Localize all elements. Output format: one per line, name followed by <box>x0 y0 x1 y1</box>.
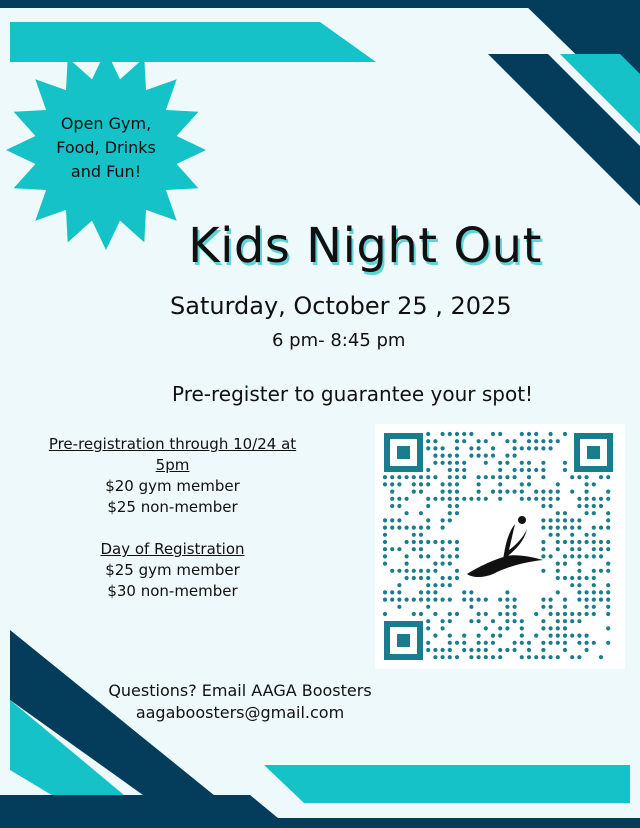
questions-text: Questions? Email AAGA Boosters <box>108 681 372 700</box>
top-navy-strip <box>0 0 640 8</box>
starburst-line-1: Open Gym, <box>60 114 152 133</box>
prereg-heading: Pre-registration through 10/24 at 5pm <box>48 435 297 474</box>
prereg-member-price: $20 gym member <box>105 477 240 495</box>
day-member-price: $25 gym member <box>105 561 240 579</box>
prereg-nonmember-price: $25 non-member <box>107 498 238 516</box>
starburst-line-2: Food, Drinks <box>56 138 156 157</box>
preregister-callout: Pre-register to guarantee your spot! <box>172 382 534 406</box>
event-date: Saturday, October 25 , 2025 <box>170 292 512 320</box>
event-title: Kids Night Out <box>188 218 542 274</box>
contact-email[interactable]: aagaboosters@gmail.com <box>135 703 345 722</box>
bottom-teal-bar <box>264 765 630 803</box>
event-time: 6 pm- 8:45 pm <box>272 330 406 351</box>
starburst-line-3: and Fun! <box>70 162 142 181</box>
contact-block <box>60 680 420 724</box>
day-of-heading: Day of Registration <box>100 540 245 558</box>
starburst-text <box>36 112 176 184</box>
day-nonmember-price: $30 non-member <box>107 582 238 600</box>
top-teal-bar <box>10 22 376 62</box>
qr-code[interactable] <box>375 424 625 669</box>
pricing-block <box>30 434 315 602</box>
bottom-navy-wedge <box>0 795 290 828</box>
